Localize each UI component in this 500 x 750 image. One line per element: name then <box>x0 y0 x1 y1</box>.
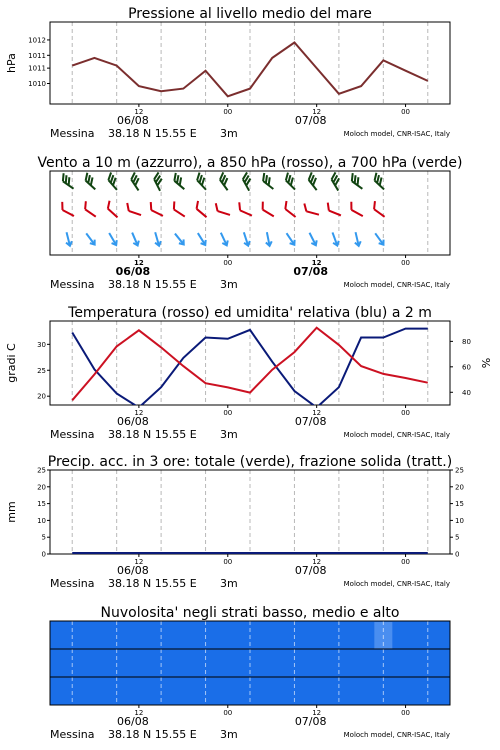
barb-feather <box>148 202 155 210</box>
x-tick-label: 00 <box>401 259 411 267</box>
wind-barb-850hpa <box>348 202 366 216</box>
barb-feather <box>325 203 331 211</box>
y-axis-label-right: % <box>480 357 493 369</box>
wind-barb-850hpa <box>59 202 77 216</box>
wind-barb-700hpa <box>129 172 144 190</box>
wind-barb-850hpa <box>105 201 122 218</box>
y-tick-label-right: 0 <box>455 550 460 559</box>
y-tick-label-right: 5 <box>455 533 460 542</box>
x-tick-label: 12 <box>134 409 144 417</box>
x-tick-label: 12 <box>311 259 322 267</box>
wind-barb-700hpa <box>260 173 278 189</box>
barb-feather <box>259 202 266 210</box>
y-axis-label: gradi C <box>5 343 18 383</box>
x-tick-label: 12 <box>134 108 144 116</box>
wind-barb-700hpa <box>152 172 166 190</box>
location-label: Messina <box>50 127 95 140</box>
wind-barb-850hpa <box>236 202 254 215</box>
y-tick-label-right: 25 <box>455 466 464 475</box>
date-label: 07/08 <box>293 265 328 278</box>
wind-barb-700hpa <box>60 173 78 188</box>
barb-feather <box>171 201 178 209</box>
panel-title: Vento a 10 m (azzurro), a 850 hPa (rosso), a 700 hPa (verde) <box>37 155 463 171</box>
wind-barb-850hpa <box>282 201 300 217</box>
elevation-label: 3m <box>220 127 238 140</box>
wind-barb-700hpa <box>349 173 367 189</box>
wind-barb-850hpa <box>259 202 277 217</box>
wind-barb-700hpa <box>283 173 300 190</box>
y-tick-label: 1012 <box>28 36 46 45</box>
x-tick-label: 12 <box>134 558 144 566</box>
x-tick-label: 00 <box>401 409 411 417</box>
barb-shaft <box>174 209 185 216</box>
wind-barb-10m <box>330 231 340 246</box>
x-tick-label: 00 <box>401 709 411 717</box>
wind-barb-700hpa <box>329 172 344 190</box>
wind-barb-10m <box>195 231 208 246</box>
barb-feather <box>82 201 89 209</box>
y-tick-label-right: 40 <box>462 388 471 397</box>
barb-shaft <box>197 209 207 217</box>
panel-title: Precip. acc. in 3 ore: totale (verde), frazione solida (tratt.) <box>47 454 453 470</box>
panel-title: Nuvolosita' negli strati basso, medio e alto <box>100 605 400 621</box>
wind-barb-10m <box>353 232 362 247</box>
date-label: 07/08 <box>294 715 327 728</box>
wind-barb-700hpa <box>106 172 122 189</box>
barb-shaft <box>85 209 96 216</box>
y-tick-label: 30 <box>37 340 46 349</box>
wind-barb-10m <box>84 232 97 247</box>
coords-label: 38.18 N 15.55 E <box>108 577 197 590</box>
panel-5 <box>50 621 450 708</box>
wind-barb-850hpa <box>171 201 189 216</box>
barb-feather <box>236 202 243 210</box>
x-tick-label: 12 <box>312 409 322 417</box>
barb-shaft <box>108 209 118 218</box>
barb-feather <box>194 201 202 209</box>
y-tick-label-right: 15 <box>455 500 464 509</box>
x-tick-label: 00 <box>223 259 233 267</box>
wind-barb-10m <box>64 231 73 246</box>
x-tick-label: 12 <box>134 259 144 267</box>
panel-4 <box>50 470 450 557</box>
wind-barb-700hpa <box>372 173 389 190</box>
wind-barb-850hpa <box>303 204 321 215</box>
barb-shaft <box>129 211 141 215</box>
date-label: 06/08 <box>117 715 149 728</box>
x-tick-label: 12 <box>312 709 322 717</box>
y-tick-label: 1010 <box>28 80 46 88</box>
y-tick-label-right: 20 <box>455 483 464 492</box>
coords-label: 38.18 N 15.55 E <box>108 428 197 441</box>
x-tick-label: 00 <box>401 108 411 116</box>
y-tick-label: 1011 <box>28 51 46 60</box>
barb-feather <box>348 202 355 210</box>
panel-title: Pressione al livello medio del mare <box>128 6 372 22</box>
x-tick-label: 12 <box>134 709 144 717</box>
wind-barb-850hpa <box>125 203 143 215</box>
x-tick-label: 00 <box>223 709 233 717</box>
wind-barb-850hpa <box>82 201 100 216</box>
y-tick-label: 5 <box>41 533 46 542</box>
wind-barb-700hpa <box>218 172 234 190</box>
barb-feather <box>59 202 66 210</box>
wind-barb-10m <box>173 232 186 247</box>
y-axis-label: hPa <box>5 53 18 73</box>
location-label: Messina <box>50 278 95 291</box>
wind-barb-700hpa <box>241 172 255 190</box>
wind-barb-850hpa <box>325 203 343 216</box>
wind-barb-850hpa <box>148 202 166 216</box>
wind-barb-850hpa <box>214 203 232 215</box>
wind-barb-10m <box>373 232 386 247</box>
elevation-label: 3m <box>220 577 238 590</box>
wind-barb-10m <box>152 231 162 246</box>
x-tick-label: 00 <box>223 108 233 116</box>
coords-label: 38.18 N 15.55 E <box>108 278 197 291</box>
wind-barb-10m <box>107 231 119 246</box>
elevation-label: 3m <box>220 728 238 741</box>
model-credit: Moloch model, CNR-ISAC, Italy <box>343 431 450 439</box>
wind-barb-10m <box>241 231 251 246</box>
model-credit: Moloch model, CNR-ISAC, Italy <box>343 580 450 588</box>
barb-shaft <box>218 211 230 215</box>
x-tick-label: 00 <box>223 558 233 566</box>
model-credit: Moloch model, CNR-ISAC, Italy <box>343 281 450 289</box>
barb-feather <box>125 203 131 211</box>
y-tick-label: 25 <box>37 466 46 475</box>
wind-barb-700hpa <box>83 173 100 190</box>
wind-barb-10m <box>284 232 297 247</box>
wind-barb-10m <box>264 232 273 247</box>
date-label: 06/08 <box>117 114 149 127</box>
y-tick-label: 20 <box>37 483 46 492</box>
y-tick-label: 25 <box>37 366 46 375</box>
barb-feather <box>371 201 378 209</box>
y-tick-label: 10 <box>37 516 46 525</box>
wind-barb-10m <box>129 231 140 246</box>
model-credit: Moloch model, CNR-ISAC, Italy <box>343 130 450 138</box>
wind-barb-10m <box>218 231 229 246</box>
date-label: 06/08 <box>117 415 149 428</box>
date-label: 07/08 <box>294 114 327 127</box>
barb-feather <box>282 201 289 209</box>
date-label: 06/08 <box>115 265 151 278</box>
x-tick-label: 00 <box>401 558 411 566</box>
y-tick-label-right: 80 <box>462 337 471 346</box>
location-label: Messina <box>50 728 95 741</box>
y-tick-label-right: 60 <box>462 363 471 372</box>
barb-feather <box>105 201 113 209</box>
x-tick-label: 12 <box>312 108 322 116</box>
date-label: 06/08 <box>117 564 149 577</box>
location-label: Messina <box>50 577 95 590</box>
location-label: Messina <box>50 428 95 441</box>
date-label: 07/08 <box>294 564 327 577</box>
barb-shaft <box>351 210 362 216</box>
wind-barb-850hpa <box>371 201 389 217</box>
barb-shaft <box>263 210 274 217</box>
elevation-label: 3m <box>220 278 238 291</box>
y-tick-label: 15 <box>37 500 46 509</box>
y-tick-label: 1011 <box>28 64 46 73</box>
barb-feather <box>214 203 220 211</box>
wind-barb-700hpa <box>306 172 322 190</box>
panel-title: Temperatura (rosso) ed umidita' relativa (blu) a 2 m <box>68 305 432 321</box>
wind-barb-850hpa <box>194 201 212 217</box>
y-tick-label-right: 10 <box>455 516 464 525</box>
y-tick-label: 0 <box>41 550 46 559</box>
x-tick-label: 00 <box>223 409 233 417</box>
y-tick-label: 20 <box>37 392 46 401</box>
coords-label: 38.18 N 15.55 E <box>108 728 197 741</box>
barb-shaft <box>306 211 319 214</box>
y-axis-label: mm <box>5 501 18 523</box>
barb-feather <box>303 204 309 212</box>
date-label: 07/08 <box>294 415 327 428</box>
wind-barb-700hpa <box>171 173 189 189</box>
elevation-label: 3m <box>220 428 238 441</box>
wind-barb-10m <box>307 231 319 246</box>
wind-barb-700hpa <box>194 173 211 190</box>
x-tick-label: 12 <box>312 558 322 566</box>
coords-label: 38.18 N 15.55 E <box>108 127 197 140</box>
model-credit: Moloch model, CNR-ISAC, Italy <box>343 731 450 739</box>
